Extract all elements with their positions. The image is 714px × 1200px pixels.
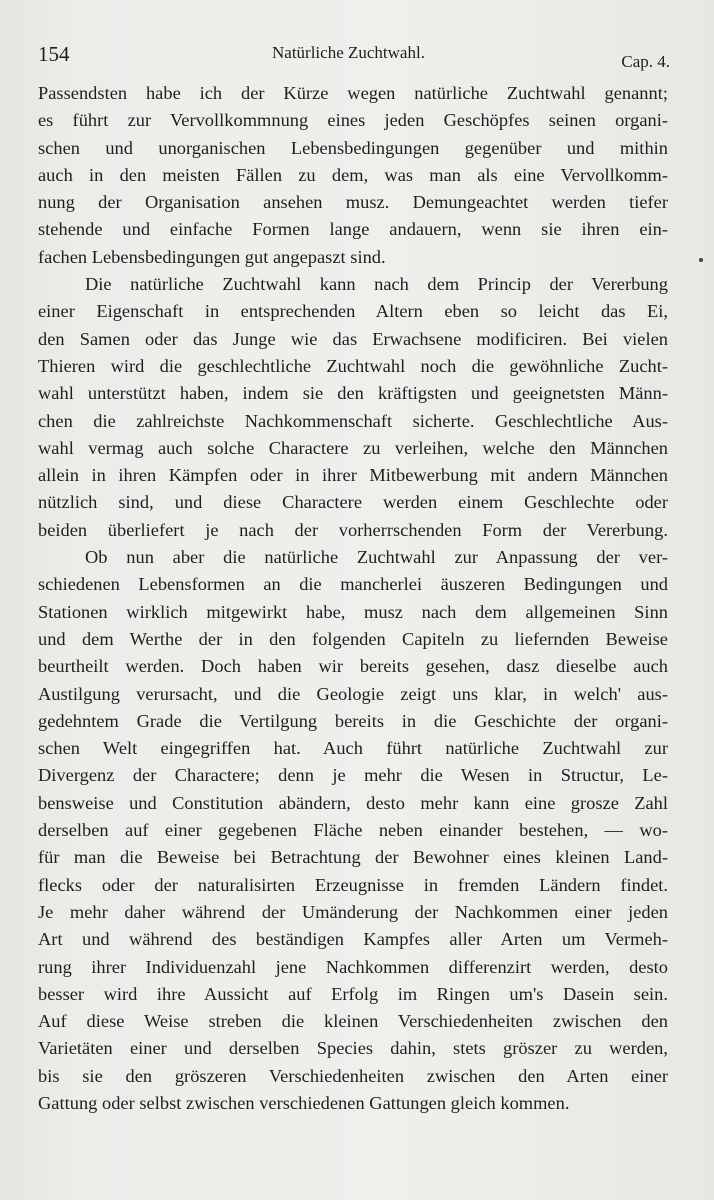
text-line: Divergenz der Charactere; denn je mehr die Wesen in Structur, Le- — [38, 765, 668, 786]
text-line: und dem Werthe der in den folgenden Capiteln zu liefernden Beweise — [38, 628, 668, 649]
text-line: beurtheilt werden. Doch haben wir bereits gesehen, dasz dieselbe auch — [38, 656, 668, 677]
text-line: Varietäten einer und derselben Species dahin, stets gröszer zu werden, — [38, 1038, 668, 1059]
body-text — [38, 80, 668, 1117]
text-line: einer Eigenschaft in entsprechenden Altern eben so leicht das Ei, — [38, 301, 668, 322]
text-line: beiden überliefert je nach der vorherrschenden Form der Vererbung. — [38, 519, 668, 540]
page-number: 154 — [38, 42, 70, 66]
text-line: bis sie den gröszeren Verschiedenheiten zwischen den Arten einer — [38, 1065, 668, 1086]
text-line: Gattung oder selbst zwischen verschiedenen Gattungen gleich kommen. — [38, 1092, 570, 1113]
page-header — [38, 42, 670, 74]
text-line: auch in den meisten Fällen zu dem, was man als eine Vervollkomm- — [38, 164, 668, 185]
text-line: den Samen oder das Junge wie das Erwachsene modificiren. Bei vielen — [38, 328, 668, 349]
text-line: Passendsten habe ich der Kürze wegen natürliche Zuchtwahl genannt; — [38, 83, 668, 103]
text-line: bensweise und Constitution abändern, desto mehr kann eine grosze Zahl — [38, 792, 668, 813]
text-line: wahl unterstützt haben, indem sie den kräftigsten und geeignetsten Männ- — [38, 383, 668, 404]
paragraph-first-line: Ob nun aber die natürliche Zuchtwahl zur Anpassung der ver- — [85, 547, 668, 568]
text-line: gedehntem Grade die Vertilgung bereits in die Geschichte der organi- — [38, 710, 668, 731]
text-line: schiedenen Lebensformen an die mancherlei äuszeren Bedingungen und — [38, 574, 668, 595]
text-line: nützlich sind, und diese Charactere werden einem Geschlechte oder — [38, 492, 668, 513]
text-line: schen und unorganischen Lebensbedingungen gegenüber und mithin — [38, 137, 668, 158]
chapter-label: Cap. 4. — [621, 52, 670, 71]
text-line: wahl vermag auch solche Charactere zu verleihen, welche den Männchen — [38, 437, 668, 458]
margin-speck — [699, 258, 703, 262]
text-line: Austilgung verursacht, und die Geologie zeigt uns klar, in welch' aus- — [38, 683, 668, 704]
text-line: allein in ihren Kämpfen oder in ihrer Mitbewerbung mit andern Männchen — [38, 465, 668, 486]
text-line: flecks oder der naturalisirten Erzeugnisse in fremden Ländern findet. — [38, 874, 668, 895]
text-line: derselben auf einer gegebenen Fläche neben einander bestehen, — wo- — [38, 820, 668, 841]
text-line: für man die Beweise bei Betrachtung der Bewohner eines kleinen Land- — [38, 847, 668, 868]
text-line: stehende und einfache Formen lange andauern, wenn sie ihren ein- — [38, 219, 668, 240]
text-line: Je mehr daher während der Umänderung der Nachkommen einer jeden — [38, 901, 668, 922]
text-line: rung ihrer Individuenzahl jene Nachkommen differenzirt werden, desto — [38, 956, 668, 977]
text-line: nung der Organisation ansehen musz. Demungeachtet werden tiefer — [38, 192, 668, 213]
text-line: besser wird ihre Aussicht auf Erfolg im Ringen um's Dasein sein. — [38, 983, 668, 1004]
paragraph-first-line: Die natürliche Zuchtwahl kann nach dem Princip der Vererbung — [85, 274, 668, 295]
text-line: Stationen wirklich mitgewirkt habe, musz nach dem allgemeinen Sinn — [38, 601, 668, 622]
text-line: chen die zahlreichste Nachkommenschaft sicherte. Geschlechtliche Aus- — [38, 410, 668, 431]
text-line: Auf diese Weise streben die kleinen Verschiedenheiten zwischen den — [38, 1011, 668, 1032]
text-line: schen Welt eingegriffen hat. Auch führt natürliche Zuchtwahl zur — [38, 738, 668, 759]
running-title: Natürliche Zuchtwahl. — [272, 43, 425, 62]
text-line: fachen Lebensbedingungen gut angepaszt sind. — [38, 246, 386, 267]
text-line: Art und während des beständigen Kampfes aller Arten um Vermeh- — [38, 929, 668, 950]
text-line: es führt zur Vervollkommnung eines jeden Geschöpfes seinen organi- — [38, 110, 668, 131]
text-line: Thieren wird die geschlechtliche Zuchtwahl noch die gewöhnliche Zucht- — [38, 355, 668, 376]
